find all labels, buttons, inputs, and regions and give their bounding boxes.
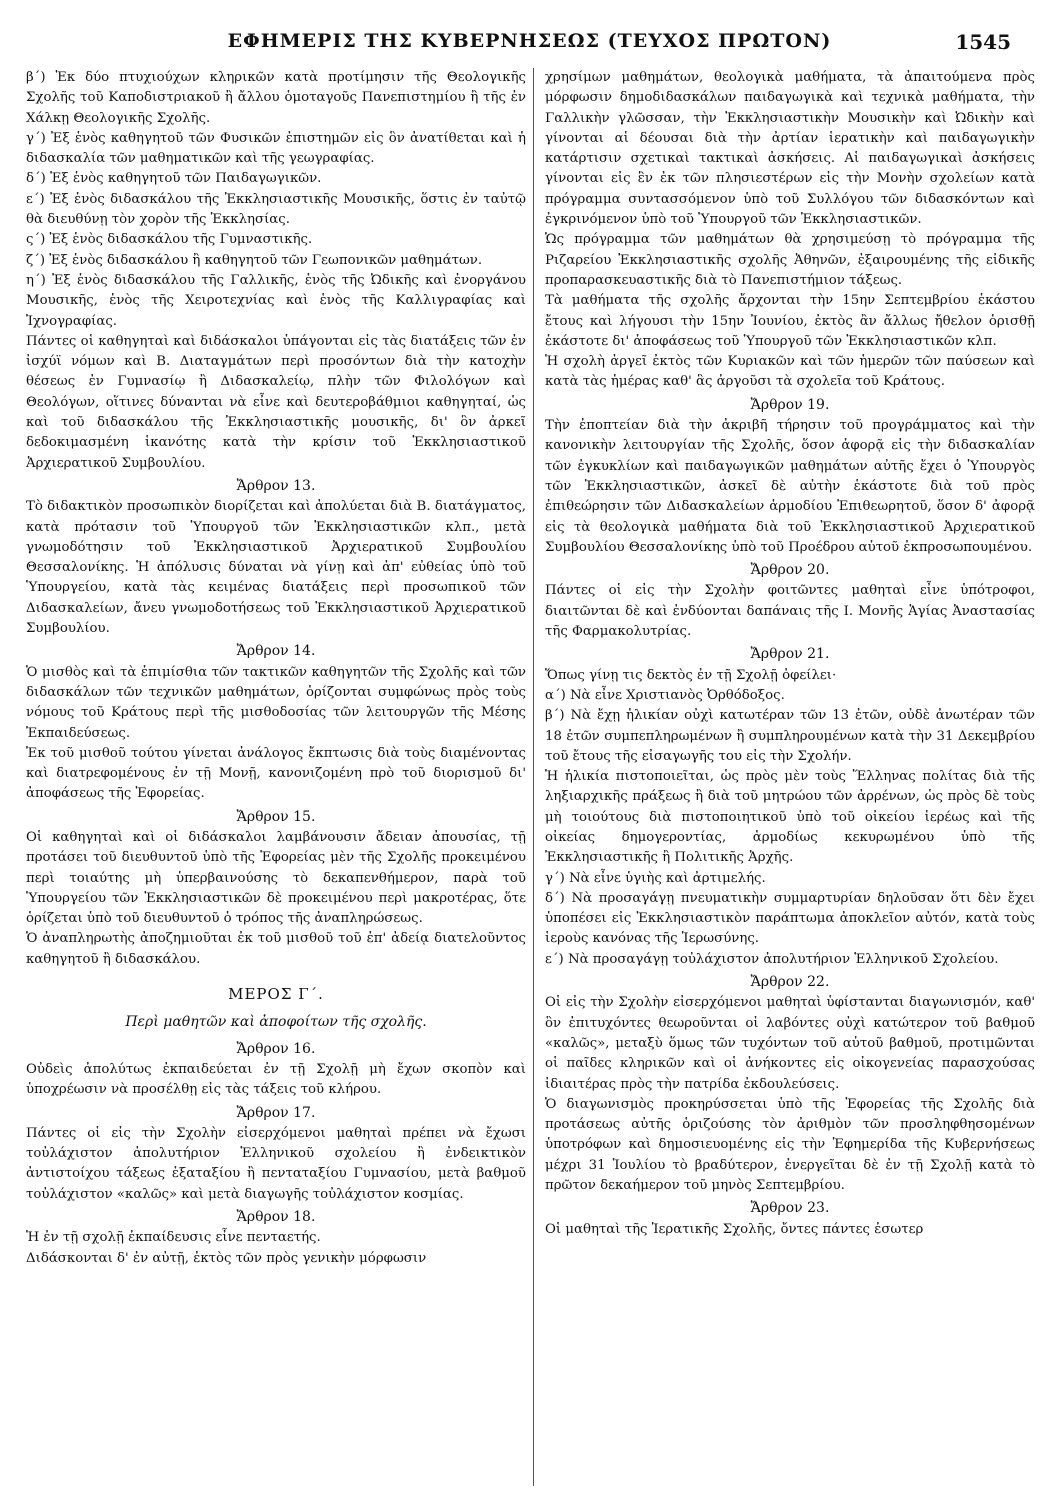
paragraph: Οἱ μαθηταὶ τῆς Ἱερατικῆς Σχολῆς, ὄντες πάντες ἐσωτερ bbox=[545, 1221, 924, 1237]
right-column bbox=[545, 68, 1035, 1488]
paragraph: Διδάσκονται δ' ἐν αὐτῇ, ἐκτὸς τῶν πρὸς γενικὴν μόρφωσιν bbox=[26, 1250, 427, 1266]
part-heading: ΜΕΡΟΣ Γ΄. bbox=[228, 985, 324, 1004]
paragraph: β΄) Ἐκ δύο πτυχιούχων κληρικῶν κατὰ προτίμησιν τῆς Θεολογικῆς Σχολῆς τοῦ Καποδιστριακοῦ ἢ ἄλλου ὁμοταγοῦς Πανεπιστημίου ἢ τῆς ἐν Χάλκῃ Θεολογικῆς Σχολῆς. bbox=[26, 70, 526, 126]
paragraph: δ΄) Νὰ προσαγάγῃ πνευματικὴν συμμαρτυρίαν δηλοῦσαν ὅτι δὲν ἔχει ὑποπέσει εἰς Ἐκκλησιαστικὸν παράπτωμα ἀποκλεῖον αὐτόν, κατὰ τοὺς ἱεροὺς κανόνας τῆς Ἱερωσύνης. bbox=[545, 890, 1035, 947]
section-subtitle: Περὶ μαθητῶν καὶ ἀποφοίτων τῆς σχολῆς. bbox=[125, 1014, 427, 1031]
article-heading-21: Ἄρθρον 21. bbox=[750, 646, 830, 663]
paragraph: Πάντες οἱ καθηγηταὶ καὶ διδάσκαλοι ὑπάγονται εἰς τὰς διατάξεις τῶν ἐν ἰσχύϊ νόμων καὶ Β. Διαταγμάτων περὶ προσόντων διὰ τὴν κατοχὴν θέσεως ἐν Γυμνασίῳ ἢ Διδασκαλείῳ, πλὴν τῶν Φιλολόγων καὶ Θεολόγων, οἵτινες δύνανται νὰ εἶνε καὶ δευτεροβάθμιοι καθηγηταί, ὡς καὶ τοῦ διδασκάλου τῆς Ἐκκλησιαστικῆς μουσικῆς, δι' ὃν ἀρκεῖ δεδοκιμασμένη ἱκανότης κατὰ τὴν κρίσιν τοῦ Ἐκκλησιαστικοῦ Ἀρχιερατικοῦ Συμβουλίου. bbox=[26, 333, 526, 471]
article-heading-18: Ἄρθρον 18. bbox=[236, 1209, 316, 1226]
article-heading-14: Ἄρθρον 14. bbox=[236, 643, 316, 660]
paragraph: Ἡ σχολὴ ἀργεῖ ἐκτὸς τῶν Κυριακῶν καὶ τῶν ἡμερῶν τῶν παύσεων καὶ κατὰ τὰς ἡμέρας καθ' ἃς ἀργοῦσι τὰ σχολεῖα τοῦ Κράτους. bbox=[545, 354, 1035, 390]
page-number: 1545 bbox=[955, 30, 1011, 54]
paragraph: Τὰ μαθήματα τῆς σχολῆς ἄρχονται τὴν 15ην Σεπτεμβρίου ἑκάστου ἔτους καὶ λήγουσι τὴν 15ην Ἰουνίου, ἐκτὸς ἂν ἄλλως ἤθελον ὁρισθῇ ἑκάστοτε δι' ἀποφάσεως τοῦ Ὑπουργοῦ τῶν Ἐκκλησιαστικῶν κλπ. bbox=[545, 293, 1035, 349]
article-heading-16: Ἄρθρον 16. bbox=[236, 1040, 316, 1057]
paragraph: Ὁ ἀναπληρωτὴς ἀποζημιοῦται ἐκ τοῦ μισθοῦ τοῦ ἐπ' ἀδείᾳ διατελοῦντος καθηγητοῦ ἢ διδασκάλου. bbox=[26, 931, 526, 967]
article-heading-23: Ἄρθρον 23. bbox=[750, 1200, 830, 1217]
article-heading-22: Ἄρθρον 22. bbox=[750, 974, 830, 991]
paragraph: Πάντες οἱ εἰς τὴν Σχολὴν φοιτῶντες μαθηταὶ εἶνε ὑπότροφοι, διαιτῶνται δὲ καὶ ἐνδύονται δαπάναις τῆς Ι. Μονῆς Ἁγίας Ἀναστασίας τῆς Φαρμακολυτρίας. bbox=[545, 583, 1035, 640]
paragraph: Ὁ μισθὸς καὶ τὰ ἐπιμίσθια τῶν τακτικῶν καθηγητῶν τῆς Σχολῆς καὶ τῶν διδασκάλων τῶν τεχνικῶν μαθημάτων, ὁρίζονται συμφώνως πρὸς τοὺς νόμους τοῦ Κράτους περὶ τῆς μισθοδοσίας τῶν λειτουργῶν τῆς Μέσης Ἐκπαιδεύσεως. bbox=[26, 664, 526, 741]
paragraph: α΄) Νὰ εἶνε Χριστιανὸς Ὀρθόδοξος. bbox=[545, 687, 785, 703]
paragraph: Ὡς πρόγραμμα τῶν μαθημάτων θὰ χρησιμεύσῃ τὸ πρόγραμμα τῆς Ριζαρείου Ἐκκλησιαστικῆς σχολῆς Ἀθηνῶν, ἐξαιρουμένης τῆς εἰδικῆς προπαρασκευαστικῆς διὰ τὸ Πανεπιστήμιον τάξεως. bbox=[545, 232, 1035, 288]
article-heading-13: Ἄρθρον 13. bbox=[236, 477, 316, 494]
paragraph: χρησίμων μαθημάτων, θεολογικὰ μαθήματα, τὰ ἀπαιτούμενα πρὸς μόρφωσιν δημοδιδασκάλων παιδαγωγικὰ καὶ τεχνικὰ μαθήματα, τὴν Γαλλικὴν γλῶσσαν, τὴν Ἐκκλησιαστικὴν Μουσικὴν καὶ Ὠδικὴν καὶ γίνονται αἱ δέουσαι διὰ τὴν ἀρτίαν ἱερατικὴν καὶ παιδαγωγικὴν κατάρτισιν σχετικαὶ τακτικαὶ ἀσκήσεις. Αἱ παιδαγωγικαὶ ἀσκήσεις γίνονται εἰς ἓν ἐκ τῶν πλησιεστέρων εἰς τὴν Μονὴν σχολείων κατὰ πρόγραμμα συντασσόμενον ὑπὸ τοῦ Συλλόγου τῶν διδασκόντων καὶ ἐγκρινόμενον ὑπὸ τοῦ Ὑπουργοῦ τῶν Ἐκκλησιαστικῶν. bbox=[545, 70, 1035, 228]
paragraph: ε΄) Ἐξ ἑνὸς διδασκάλου τῆς Ἐκκλησιαστικῆς Μουσικῆς, ὅστις ἐν ταὐτῷ θὰ διευθύνῃ τὸν χορὸν τῆς Ἐκκλησίας. bbox=[26, 191, 526, 228]
paragraph: Οὐδεὶς ἀπολύτως ἐκπαιδεύεται ἐν τῇ Σχολῇ μὴ ἔχων σκοπὸν καὶ ὑποχρέωσιν νὰ προσέλθῃ εἰς τὰς τάξεις τοῦ κλήρου. bbox=[26, 1061, 526, 1098]
paragraph: η΄) Ἐξ ἑνὸς διδασκάλου τῆς Γαλλικῆς, ἑνὸς τῆς Ὠδικῆς καὶ ἐνοργάνου Μουσικῆς, ἑνὸς τῆς Χειροτεχνίας καὶ ἑνὸς τῆς Καλλιγραφίας καὶ Ἰχνογραφίας. bbox=[26, 272, 526, 329]
paragraph: ε΄) Νὰ προσαγάγῃ τοὐλάχιστον ἀπολυτήριον Ἑλληνικοῦ Σχολείου. bbox=[545, 951, 999, 967]
paragraph: Ὁ διαγωνισμὸς προκηρύσσεται ὑπὸ τῆς Ἐφορείας τῆς Σχολῆς διὰ προτάσεως αὐτῆς ὁριζούσης τὸν ἀριθμὸν τῶν προσληφθησομένων ὑποτρόφων καὶ δημοσιευομένης εἰς τὴν Ἐφημερίδα τῆς Κυβερνήσεως μέχρι 31 Ἰουλίου τὸ βραδύτερον, ἐνεργεῖται δὲ ἐν τῇ Σχολῇ κατὰ τὸ πρῶτον δεκαήμερον τοῦ μηνὸς Σεπτεμβρίου. bbox=[545, 1096, 1035, 1194]
paragraph: ς΄) Ἐξ ἑνὸς διδασκάλου τῆς Γυμναστικῆς. bbox=[26, 232, 313, 248]
paragraph: Τὴν ἐποπτείαν διὰ τὴν ἀκριβῆ τήρησιν τοῦ προγράμματος καὶ τὴν κανονικὴν λειτουργίαν τῆς Σχολῆς, ὅσον ἀφορᾷ εἰς τὴν διδασκαλίαν τῶν ἐγκυκλίων καὶ παιδαγωγικῶν μαθημάτων αὐτῆς ἔχει ὁ Ὑπουργὸς τῶν Ἐκκλησιαστικῶν, ἀσκεῖ δὲ αὐτὴν ἑκάστοτε διὰ τοῦ πρὸς ἐπιθεώρησιν τῶν Διδασκαλείων ἁρμοδίου Ἐπιθεωρητοῦ, ὅσον δ' ἀφορᾷ εἰς τὰ θεολογικὰ μαθήματα διὰ τοῦ Ἐκκλησιαστικοῦ Ἀρχιερατικοῦ Συμβουλίου Θεσσαλονίκης ὑπὸ τοῦ Προέδρου αὐτοῦ ἐκπροσωπουμένου. bbox=[545, 418, 1035, 555]
page-header bbox=[0, 30, 1059, 64]
paragraph: Οἱ καθηγηταὶ καὶ οἱ διδάσκαλοι λαμβάνουσιν ἄδειαν ἀπουσίας, τῇ προτάσει τοῦ διευθυντοῦ ὑπὸ τῆς Ἐφορείας μὲν τῆς Σχολῆς προκειμένου περὶ τοιαύτης μὴ ὑπερβαινούσης τὸ δεκαπενθήμερον, παρὰ τοῦ Ὑπουργείου τῶν Ἐκκλησιαστικῶν δὲ προκειμένου περὶ μακροτέρας, ὅτε ὁρίζεται ὑπὸ τοῦ διευθυντοῦ ὁ τρόπος τῆς ἀναπληρώσεως. bbox=[26, 829, 526, 927]
paragraph: Οἱ εἰς τὴν Σχολὴν εἰσερχόμενοι μαθηταὶ ὑφίστανται διαγωνισμόν, καθ' ὃν ἐπιτυχόντες θεωροῦνται οἱ λαβόντες οὐχὶ κατώτερον τοῦ βαθμοῦ «καλῶς», μεταξὺ ὅμως τῶν τυχόντων τοῦ αὐτοῦ βαθμοῦ, προτιμῶνται οἱ παῖδες κληρικῶν καὶ οἱ ἀνήκοντες εἰς οἰκογενείας παρασχούσας ἰδιαιτέρας πρὸς τὴν πατρίδα ἐκδουλεύσεις. bbox=[545, 995, 1035, 1092]
paragraph: γ΄) Ἐξ ἑνὸς καθηγητοῦ τῶν Φυσικῶν ἐπιστημῶν εἰς ὃν ἀνατίθεται καὶ ἡ διδασκαλία τῶν μαθηματικῶν καὶ τῆς γεωγραφίας. bbox=[26, 130, 526, 167]
paragraph: Ὅπως γίνῃ τις δεκτὸς ἐν τῇ Σχολῇ ὀφείλει· bbox=[545, 667, 837, 683]
left-column bbox=[26, 68, 526, 1488]
column-divider bbox=[533, 68, 534, 1486]
article-heading-19: Ἄρθρον 19. bbox=[750, 396, 830, 413]
paragraph: Τὸ διδακτικὸν προσωπικὸν διορίζεται καὶ ἀπολύεται διὰ Β. διατάγματος, κατὰ πρότασιν τοῦ Ὑπουργοῦ τῶν Ἐκκλησιαστικῶν κλπ., μετὰ γνωμοδότησιν τοῦ Ἐκκλησιαστικοῦ Ἀρχιερατικοῦ Συμβουλίου Θεσσαλονίκης. Ἡ ἀπόλυσις δύναται νὰ γίνῃ καὶ ἀπ' εὐθείας ὑπὸ τοῦ Ὑπουργείου, κατὰ τὰς κειμένας διατάξεις περὶ προσωπικοῦ τῶν Διδασκαλείων, ἄνευ γνωμοδοτήσεως τοῦ Ἐκκλησιαστικοῦ Ἀρχιερατικοῦ Συμβουλίου. bbox=[26, 499, 526, 637]
article-heading-20: Ἄρθρον 20. bbox=[750, 562, 830, 579]
paragraph: Ἡ ἡλικία πιστοποιεῖται, ὡς πρὸς μὲν τοὺς Ἕλληνας πολίτας διὰ τῆς ληξιαρχικῆς πράξεως ἢ διὰ τοῦ μητρώου τῶν ἀρρένων, ὡς πρὸς δὲ τοὺς μὴ τοιούτους διὰ πιστοποιητικοῦ ὑπὸ τοῦ οἰκείου ἱερέως καὶ τῆς οἰκείας δημογεροντίας, ἁρμοδίως κεκυρωμένου ὑπὸ τῆς Ἐκκλησιαστικῆς ἢ Πολιτικῆς Ἀρχῆς. bbox=[545, 769, 1035, 866]
paragraph: Πάντες οἱ εἰς τὴν Σχολὴν εἰσερχόμενοι μαθηταὶ πρέπει νὰ ἔχωσι τοὐλάχιστον ἀπολυτήριον Ἑλληνικοῦ σχολείου ἢ ἐνδεικτικὸν ἀντιστοίχου τάξεως ἑξαταξίου ἢ πενταταξίου Γυμνασίου, μετὰ βαθμοῦ τοὐλάχιστον «καλῶς» καὶ μετὰ διαγωγῆς τοὐλάχιστον κοσμίας. bbox=[26, 1125, 526, 1202]
paragraph: β΄) Νὰ ἔχῃ ἡλικίαν οὐχὶ κατωτέραν τῶν 13 ἐτῶν, οὐδὲ ἀνωτέραν τῶν 18 ἐτῶν συμπεπληρωμένων ἢ συμπληρουμένων κατὰ τὴν 31 Δεκεμβρίου τοῦ ἔτους τῆς εἰσαγωγῆς του εἰς τὴν Σχολήν. bbox=[545, 708, 1035, 764]
article-heading-15: Ἄρθρον 15. bbox=[236, 808, 316, 825]
article-heading-17: Ἄρθρον 17. bbox=[236, 1104, 316, 1121]
paragraph: δ΄) Ἐξ ἑνὸς καθηγητοῦ τῶν Παιδαγωγικῶν. bbox=[26, 171, 322, 187]
gazette-title: ΕΦΗΜΕΡΙΣ ΤΗΣ ΚΥΒΕΡΝΗΣΕΩΣ (ΤΕΥΧΟΣ ΠΡΩΤΟΝ) bbox=[227, 30, 832, 52]
paragraph: γ΄) Νὰ εἶνε ὑγιὴς καὶ ἀρτιμελής. bbox=[545, 870, 766, 886]
paragraph: Ἡ ἐν τῇ σχολῇ ἐκπαίδευσις εἶνε πενταετής. bbox=[26, 1230, 321, 1246]
paragraph: ζ΄) Ἐξ ἑνὸς διδασκάλου ἢ καθηγητοῦ τῶν Γεωπονικῶν μαθημάτων. bbox=[26, 252, 483, 268]
paragraph: Ἐκ τοῦ μισθοῦ τούτου γίνεται ἀνάλογος ἔκπτωσις διὰ τοὺς διαμένοντας καὶ διατρεφομένους ἐν τῇ Μονῇ, κανονιζομένη πρὸ τοῦ διορισμοῦ δι' ἀποφάσεως τῆς Ἐφορείας. bbox=[26, 745, 526, 802]
